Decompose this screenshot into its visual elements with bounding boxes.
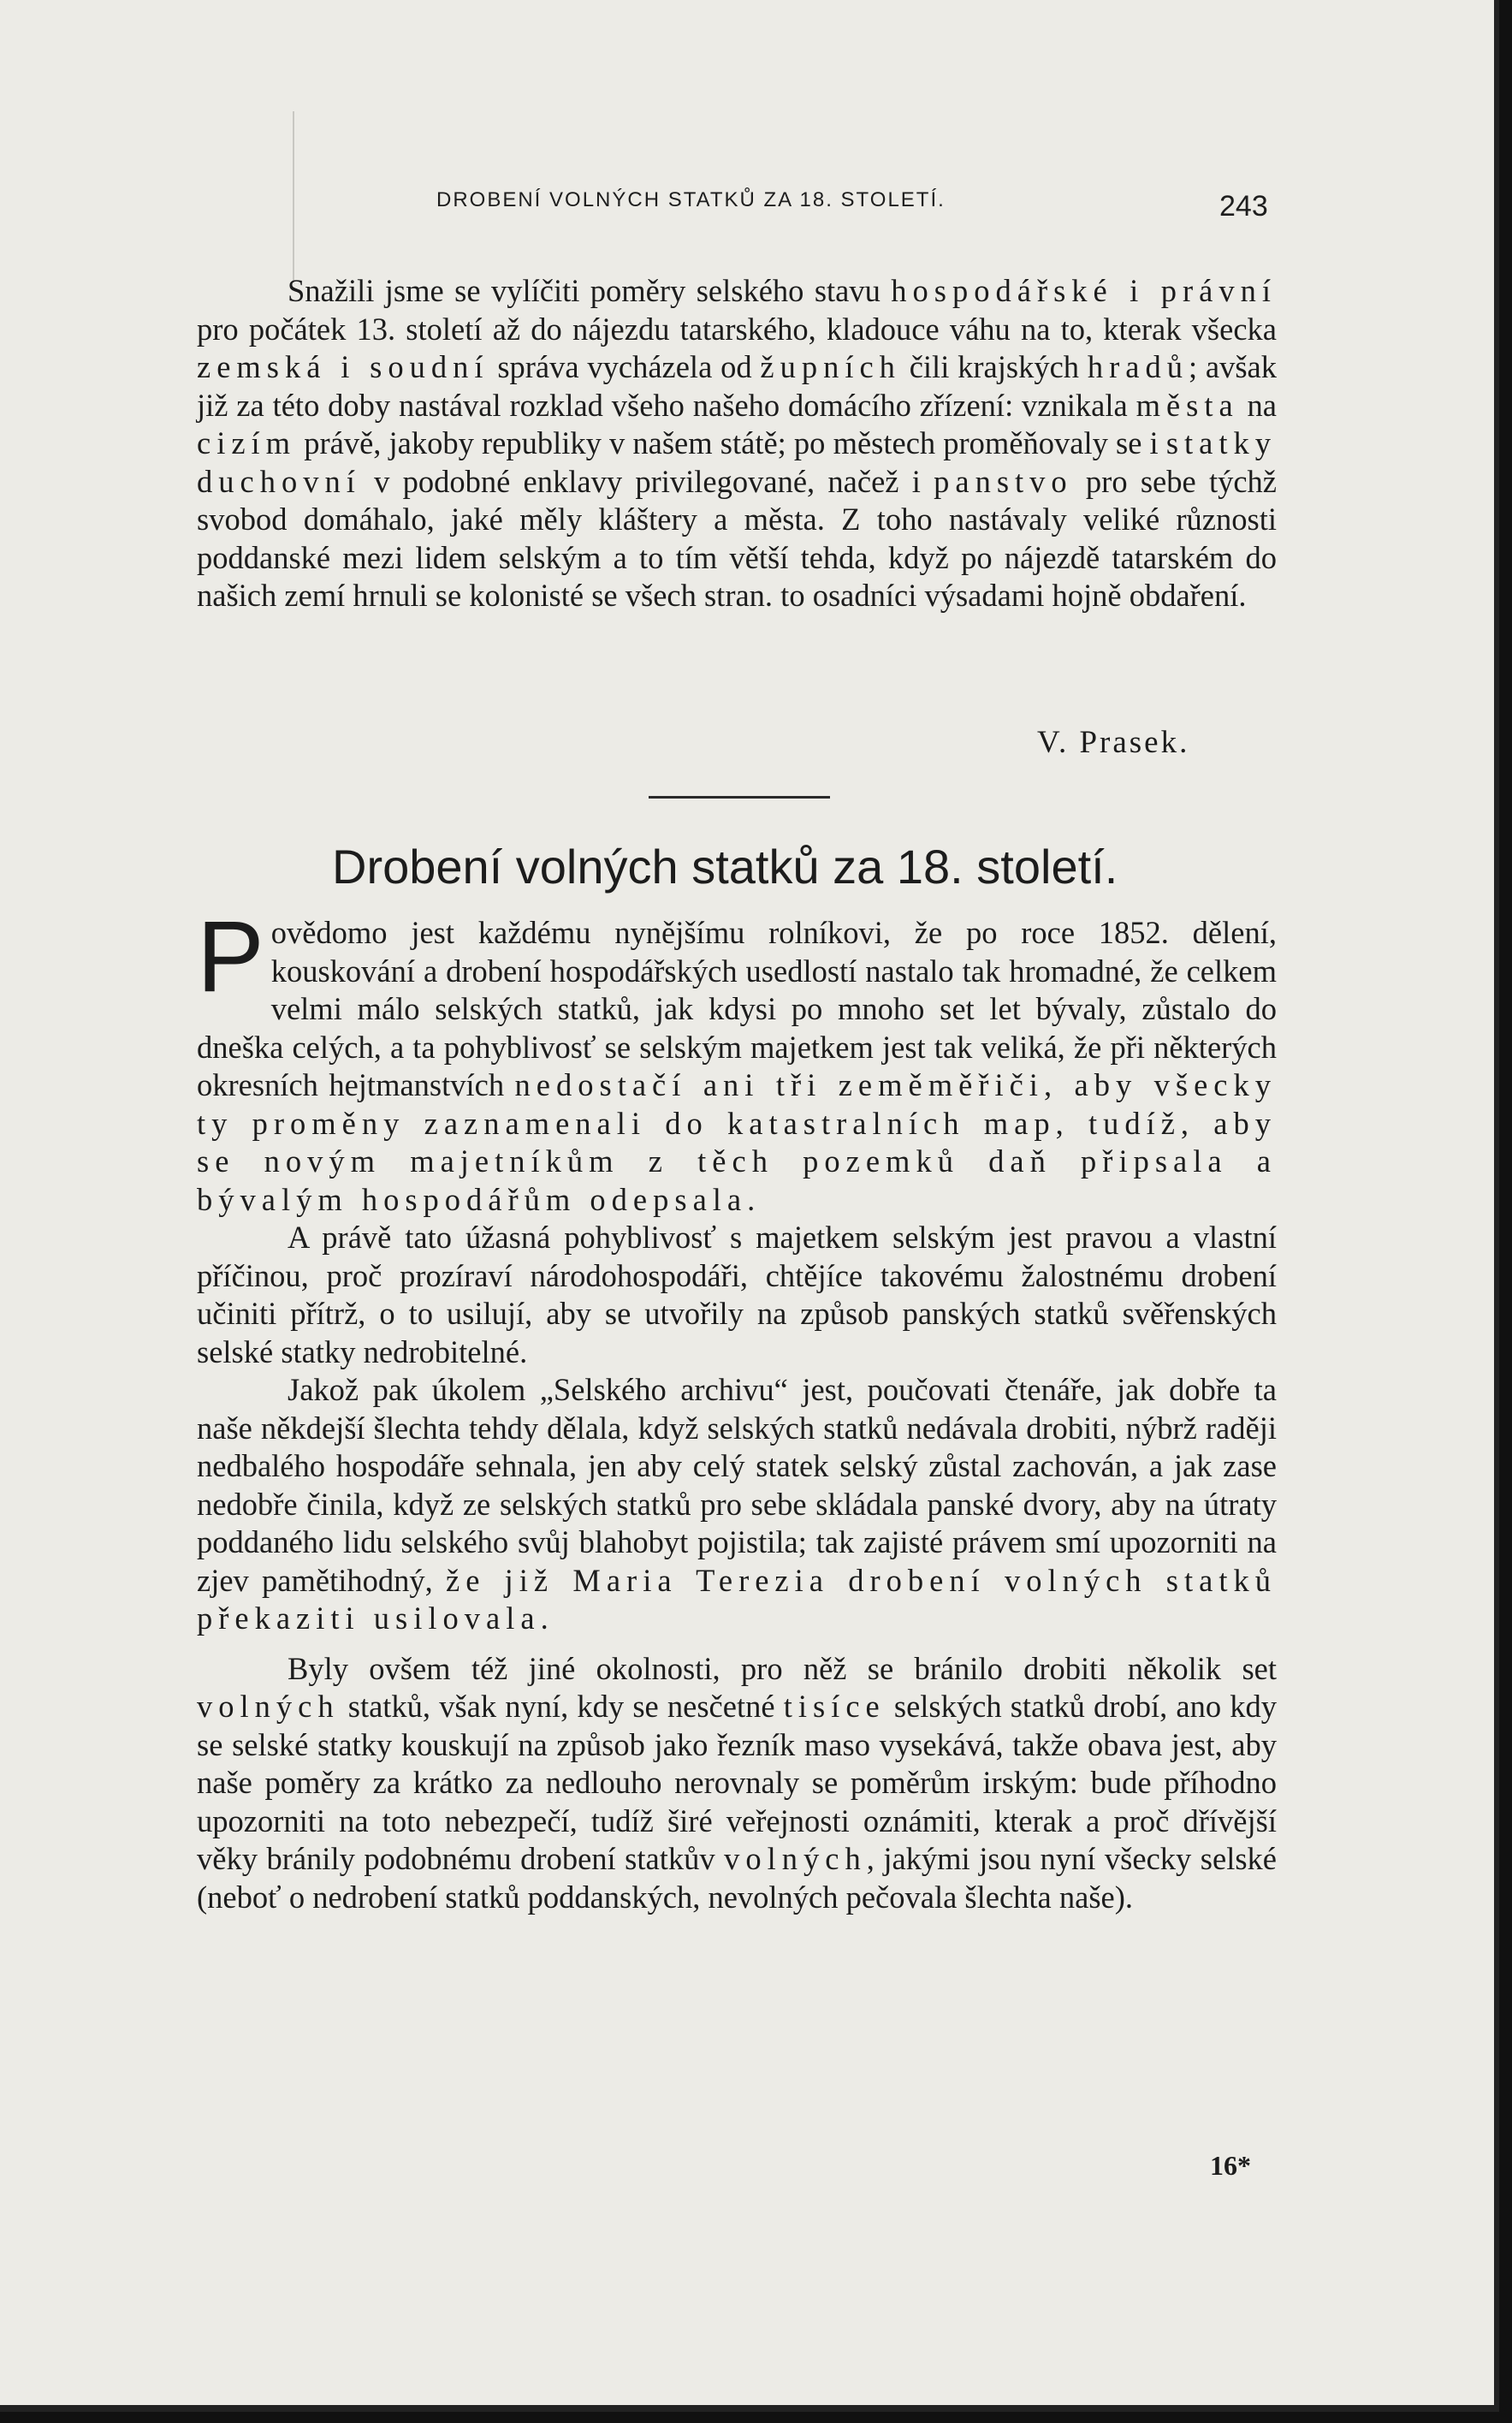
text-run: , jakými jsou nyní všecky selské (neboť o nedrobení statků poddanských, nevolných pečovala šlechta naše).	[197, 1841, 1277, 1915]
article-paragraph: A právě tato úžasná pohyblivosť s majetkem selským jest pravou a vlastní příčinou, proč prozíraví národohospodáři, chtějíce takovému žalostnému drobení učiniti přítrž, o to usilují, aby se utvořily na způsob panských statků svěřenských selské statky nedrobitelné.	[197, 1220, 1277, 1369]
text-run: selských statků drobí, ano kdy se selské statky kouskují na způsob jako řezník maso vysekává, takže obava jest, aby naše poměry za krátko za nedlouho nerovnaly se poměrům irským: bude příhodno upozorniti na toto nebezpečí, tudíž širé veřejnosti oznámiti, kterak a proč dřívější věky bránily podobnému drobení statkův	[197, 1689, 1277, 1876]
emphasis-run: volných	[724, 1841, 867, 1876]
text-run: Snažili jsme se vylíčiti poměry selského stavu	[288, 273, 892, 308]
running-head: DROBENÍ VOLNÝCH STATKŮ ZA 18. STOLETÍ.	[436, 188, 946, 211]
emphasis-run: zemská i soudní	[197, 349, 489, 384]
text-run: ; avšak již za této doby nastával rozklad všeho našeho domácího zřízení: vznikala	[197, 349, 1277, 423]
text-run: ovědomo jest každému nynějšímu rolníkovi, že po roce 1852. dělení, kouskování a drobení hospodářských usedlostí nastalo tak hromadné, že celkem velmi málo selských statků, jak kdysi po mnoho set let bývaly, zůstalo do dneška celých, a ta pohyblivosť se selským majetkem jest tak veliká, že při některých okresních hejtmanstvích	[197, 915, 1277, 1102]
text-run: pro sebe týchž svobod domáhalo, jaké měly kláštery a města. Z toho nastávaly veliké různosti poddanské mezi lidem selským a to tím větší tehda, když po nájezdě tatarském do našich zemí hrnuli se kolonisté se všech stran. to osadníci výsadami hojně obdaření.	[197, 463, 1277, 613]
emphasis-run: nedostačí ani tři zeměměřiči, aby všecky ty proměny zaznamenali do katastralních map, tudíž, aby se novým majetníkům z těch pozemků daň připsala a bývalým hospodářům odepsala.	[197, 1067, 1277, 1217]
emphasis-run: statky duchovní	[197, 425, 1277, 499]
article-body	[197, 900, 1277, 1916]
text-run: Byly ovšem též jiné okolnosti, pro něž se bránilo drobiti několik set	[288, 1650, 1277, 1686]
text-run: v podobné enklavy privilegované, načež i	[360, 463, 934, 499]
article-paragraph	[197, 900, 1277, 1219]
emphasis-run: župních	[760, 349, 901, 384]
emphasis-run: panstvo	[934, 463, 1073, 499]
text-run: právě, jakoby republiky v našem státě; po městech proměňovaly se i	[296, 425, 1166, 460]
text-run: pro počátek 13. století až do nájezdu tatarského, kladouce váhu na to, kterak všecka	[197, 311, 1277, 347]
article-title: Drobení volných statků za 18. století.	[332, 840, 1118, 894]
emphasis-run: že již Maria Terezia drobení volných statků překaziti usilovala.	[197, 1562, 1277, 1636]
text-run: statků, však nyní, kdy se nesčetné	[339, 1689, 784, 1724]
text-run: na	[1238, 387, 1278, 423]
emphasis-run: cizím	[197, 425, 297, 460]
signature-mark: 16*	[1210, 2150, 1251, 2181]
emphasis-run: hradů	[1087, 349, 1189, 384]
text-run: Jakož pak úkolem „Selského archivu“ jest, poučovati čtenáře, jak dobře ta naše někdejší šlechta tehdy dělala, když selských statků nedávala drobiti, nýbrž raději nedbalého hospodáře sehnala, jen aby celý statek selský zůstal zachován, a jak zase nedobře činila, když ze selských statků pro sebe skládala panské dvory, aby na útraty poddaného lidu selského svůj blahobyt pojistila; tak zajisté právem smí upozorniti na zjev pamětihodný,	[197, 1372, 1277, 1598]
previous-article-text	[197, 272, 1277, 615]
emphasis-run: města	[1135, 387, 1239, 423]
author-signature: V. Prasek.	[1037, 725, 1190, 760]
emphasis-run: hospodářské i právní	[891, 273, 1277, 308]
emphasis-run: volných	[197, 1689, 340, 1724]
article-paragraph	[197, 1371, 1277, 1638]
text-run: čili krajských	[900, 349, 1088, 384]
previous-article-paragraph	[197, 272, 1277, 615]
page-number: 243	[1219, 190, 1268, 223]
section-divider	[649, 796, 830, 799]
text-run: správa vycházela od	[489, 349, 761, 384]
emphasis-run: tisíce	[783, 1689, 886, 1724]
page-fold-line	[293, 111, 294, 282]
article-paragraph	[197, 1650, 1277, 1917]
drop-cap: P	[197, 900, 264, 1013]
